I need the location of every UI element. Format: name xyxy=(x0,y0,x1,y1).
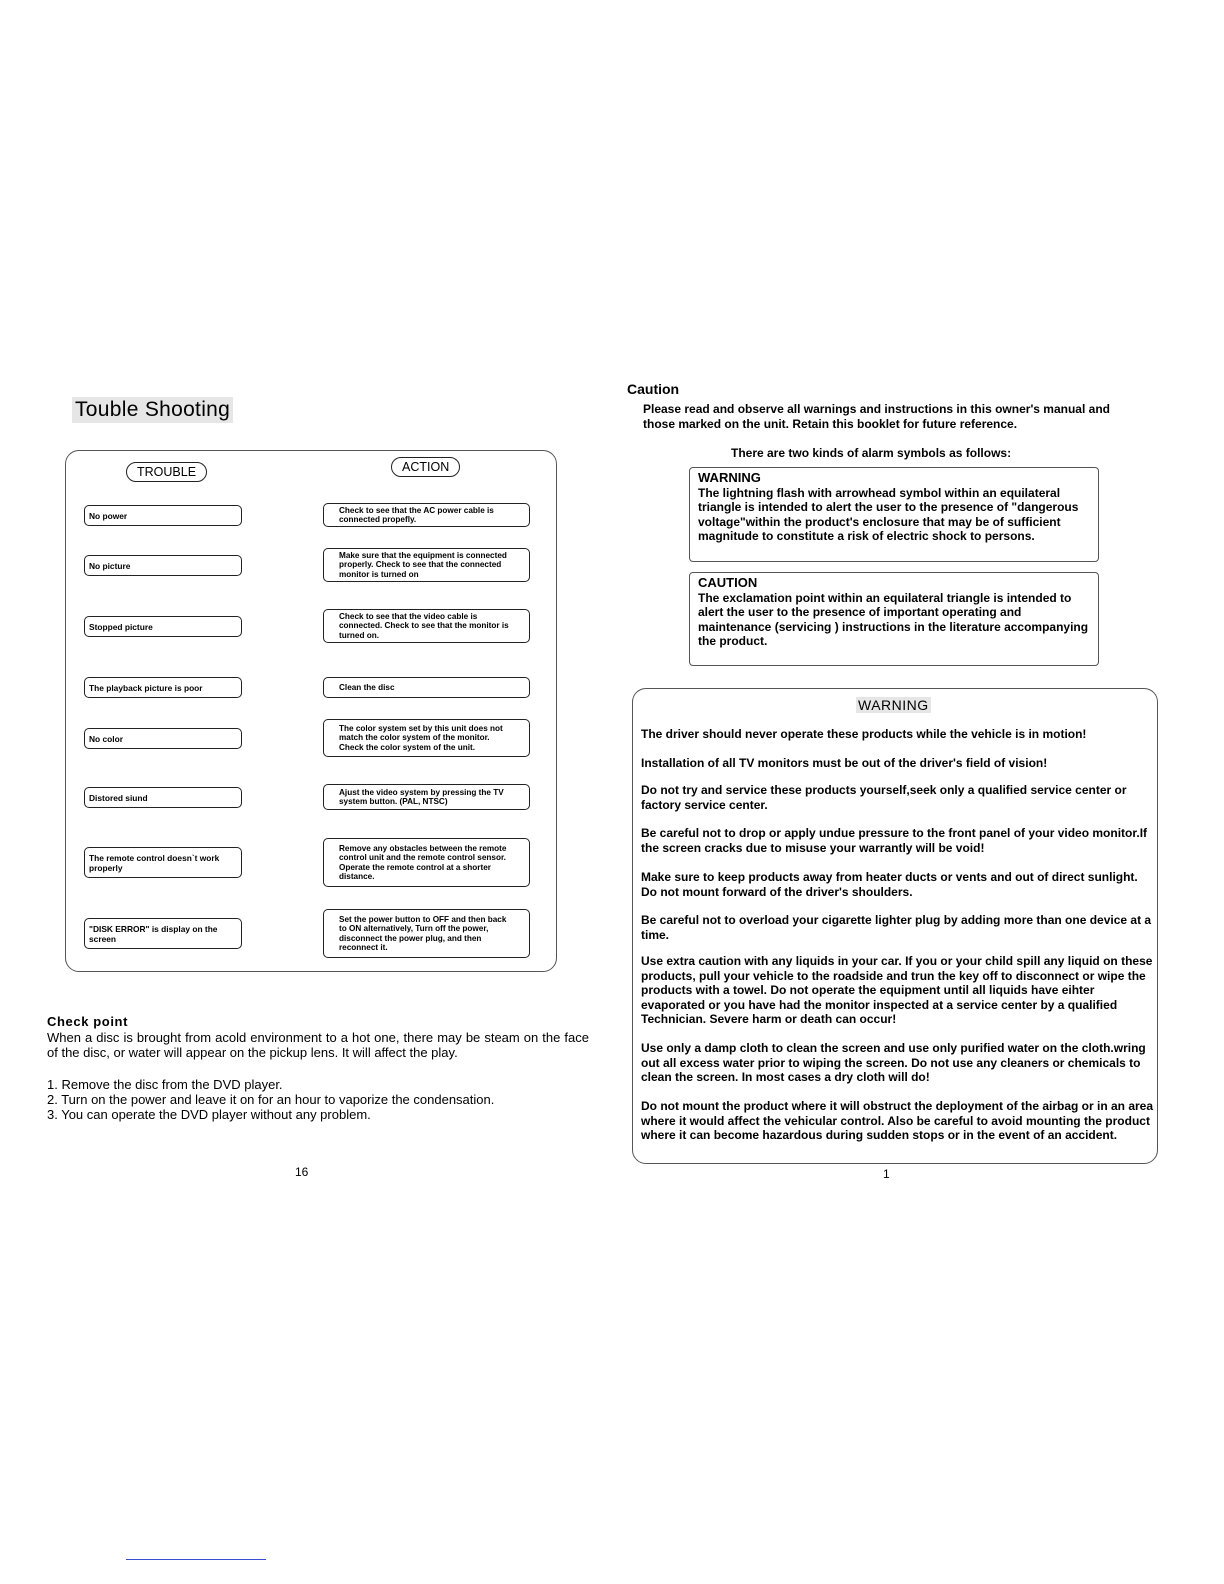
warning-paragraph: Be careful not to overload your cigarette lighter plug by adding more than one device at a time. xyxy=(641,913,1152,942)
page-number-left: 16 xyxy=(295,1165,309,1179)
check-point-step: 2. Turn on the power and leave it on for an hour to vaporize the condensation. xyxy=(47,1092,495,1107)
action-item: Clean the disc xyxy=(323,677,530,698)
trouble-item: No power xyxy=(84,505,242,526)
trouble-item: The playback picture is poor xyxy=(84,677,242,698)
action-header: ACTION xyxy=(391,457,460,477)
check-point-step: 1. Remove the disc from the DVD player. xyxy=(47,1077,283,1092)
caution-intro: Please read and observe all warnings and instructions in this owner's manual and those marked on the unit. Retain this booklet for future reference. xyxy=(643,402,1110,431)
warning-paragraph: Installation of all TV monitors must be out of the driver's field of vision! xyxy=(641,756,1048,770)
warning-paragraph: Do not try and service these products yourself,seek only a qualified service center or factory service center. xyxy=(641,783,1127,812)
footer-rule xyxy=(126,1559,266,1560)
trouble-item: "DISK ERROR" is display on the screen xyxy=(84,918,242,949)
warning-paragraph: Be careful not to drop or apply undue pressure to the front panel of your video monitor.If the screen cracks due to misuse your warrantly will be void! xyxy=(641,826,1148,855)
warning-paragraph: Use extra caution with any liquids in your car. If you or your child spill any liquid on these products, pull your vehicle to the roadside and trun the key off to disconnect or wipe the products with a towel. Do not operate the equipment until all liquids have eihter evaporated or you have had the monitor inspected at a service center by a qualified Technician. Severe harm or death can occur! xyxy=(641,954,1153,1027)
warning-paragraph: Make sure to keep products away from heater ducts or vents and out of direct sunlight. Do not mount forward of the driver's shoulders. xyxy=(641,870,1138,899)
action-item: Make sure that the equipment is connected properly. Check to see that the connected monitor is turned on xyxy=(323,548,530,582)
caution-symbol-box xyxy=(689,572,1099,666)
alarm-symbols-line: There are two kinds of alarm symbols as follows: xyxy=(731,446,1012,460)
troubleshooting-panel xyxy=(65,450,557,972)
trouble-item: The remote control doesn`t work properly xyxy=(84,847,242,878)
action-item: Check to see that the video cable is connected. Check to see that the monitor is turned on. xyxy=(323,609,530,643)
warning-paragraph: Use only a damp cloth to clean the screen and use only purified water on the cloth.wring out all excess water prior to wiping the screen. Do not use any cleaners or chemicals to clean the screen. In most cases a dry cloth will do! xyxy=(641,1041,1146,1085)
trouble-item: Distored siund xyxy=(84,787,242,808)
check-point-heading: Check point xyxy=(47,1014,128,1029)
trouble-item: No picture xyxy=(84,555,242,576)
trouble-item: No color xyxy=(84,728,242,749)
action-item: The color system set by this unit does not match the color system of the monitor. Check the color system of the unit. xyxy=(323,719,530,757)
check-point-step: 3. You can operate the DVD player without any problem. xyxy=(47,1107,371,1122)
caution-heading: Caution xyxy=(627,381,680,397)
page-title: Touble Shooting xyxy=(72,397,233,423)
action-item: Set the power button to OFF and then back to ON alternatively, Turn off the power, disconnect the power plug, and then reconnect it. xyxy=(323,909,530,958)
check-point-text: When a disc is brought from acold environment to a hot one, there may be steam on the face of the disc, or water will appear on the pickup lens. It will affect the play. xyxy=(47,1030,589,1060)
warning-paragraph: The driver should never operate these products while the vehicle is in motion! xyxy=(641,727,1087,741)
warning-panel-title: WARNING xyxy=(858,697,929,713)
warning-symbol-box xyxy=(689,467,1099,562)
page-number-right: 1 xyxy=(883,1167,890,1181)
trouble-header: TROUBLE xyxy=(126,462,207,482)
warning-symbol-heading: WARNING xyxy=(698,470,761,485)
caution-symbol-text: The exclamation point within an equilateral triangle is intended to alert the user to the presence of important operating and maintenance (servicing ) instructions in the literature accompanying the product. xyxy=(698,590,1089,648)
action-item: Check to see that the AC power cable is connected propefly. xyxy=(323,503,530,527)
action-item: Ajust the video system by pressing the TV system button. (PAL, NTSC) xyxy=(323,784,530,810)
trouble-item: Stopped picture xyxy=(84,616,242,637)
action-item: Remove any obstacles between the remote control unit and the remote control sensor. Operate the remote control at a shorter distance. xyxy=(323,838,530,887)
caution-symbol-heading: CAUTION xyxy=(698,575,758,590)
warning-paragraph: Do not mount the product where it will obstruct the deployment of the airbag or in an area where it would affect the vehicular control. Also be careful to avoid mounting the product where it can become hazardous during sudden stops or in the event of an accident. xyxy=(641,1099,1154,1143)
warning-symbol-text: The lightning flash with arrowhead symbol within an equilateral triangle is intended to alert the user to the presence of "dangerous voltage"within the product's enclosure that may be of sufficient magnitude to constitute a risk of electric shock to persons. xyxy=(698,485,1079,543)
check-point-steps xyxy=(47,1077,494,1122)
